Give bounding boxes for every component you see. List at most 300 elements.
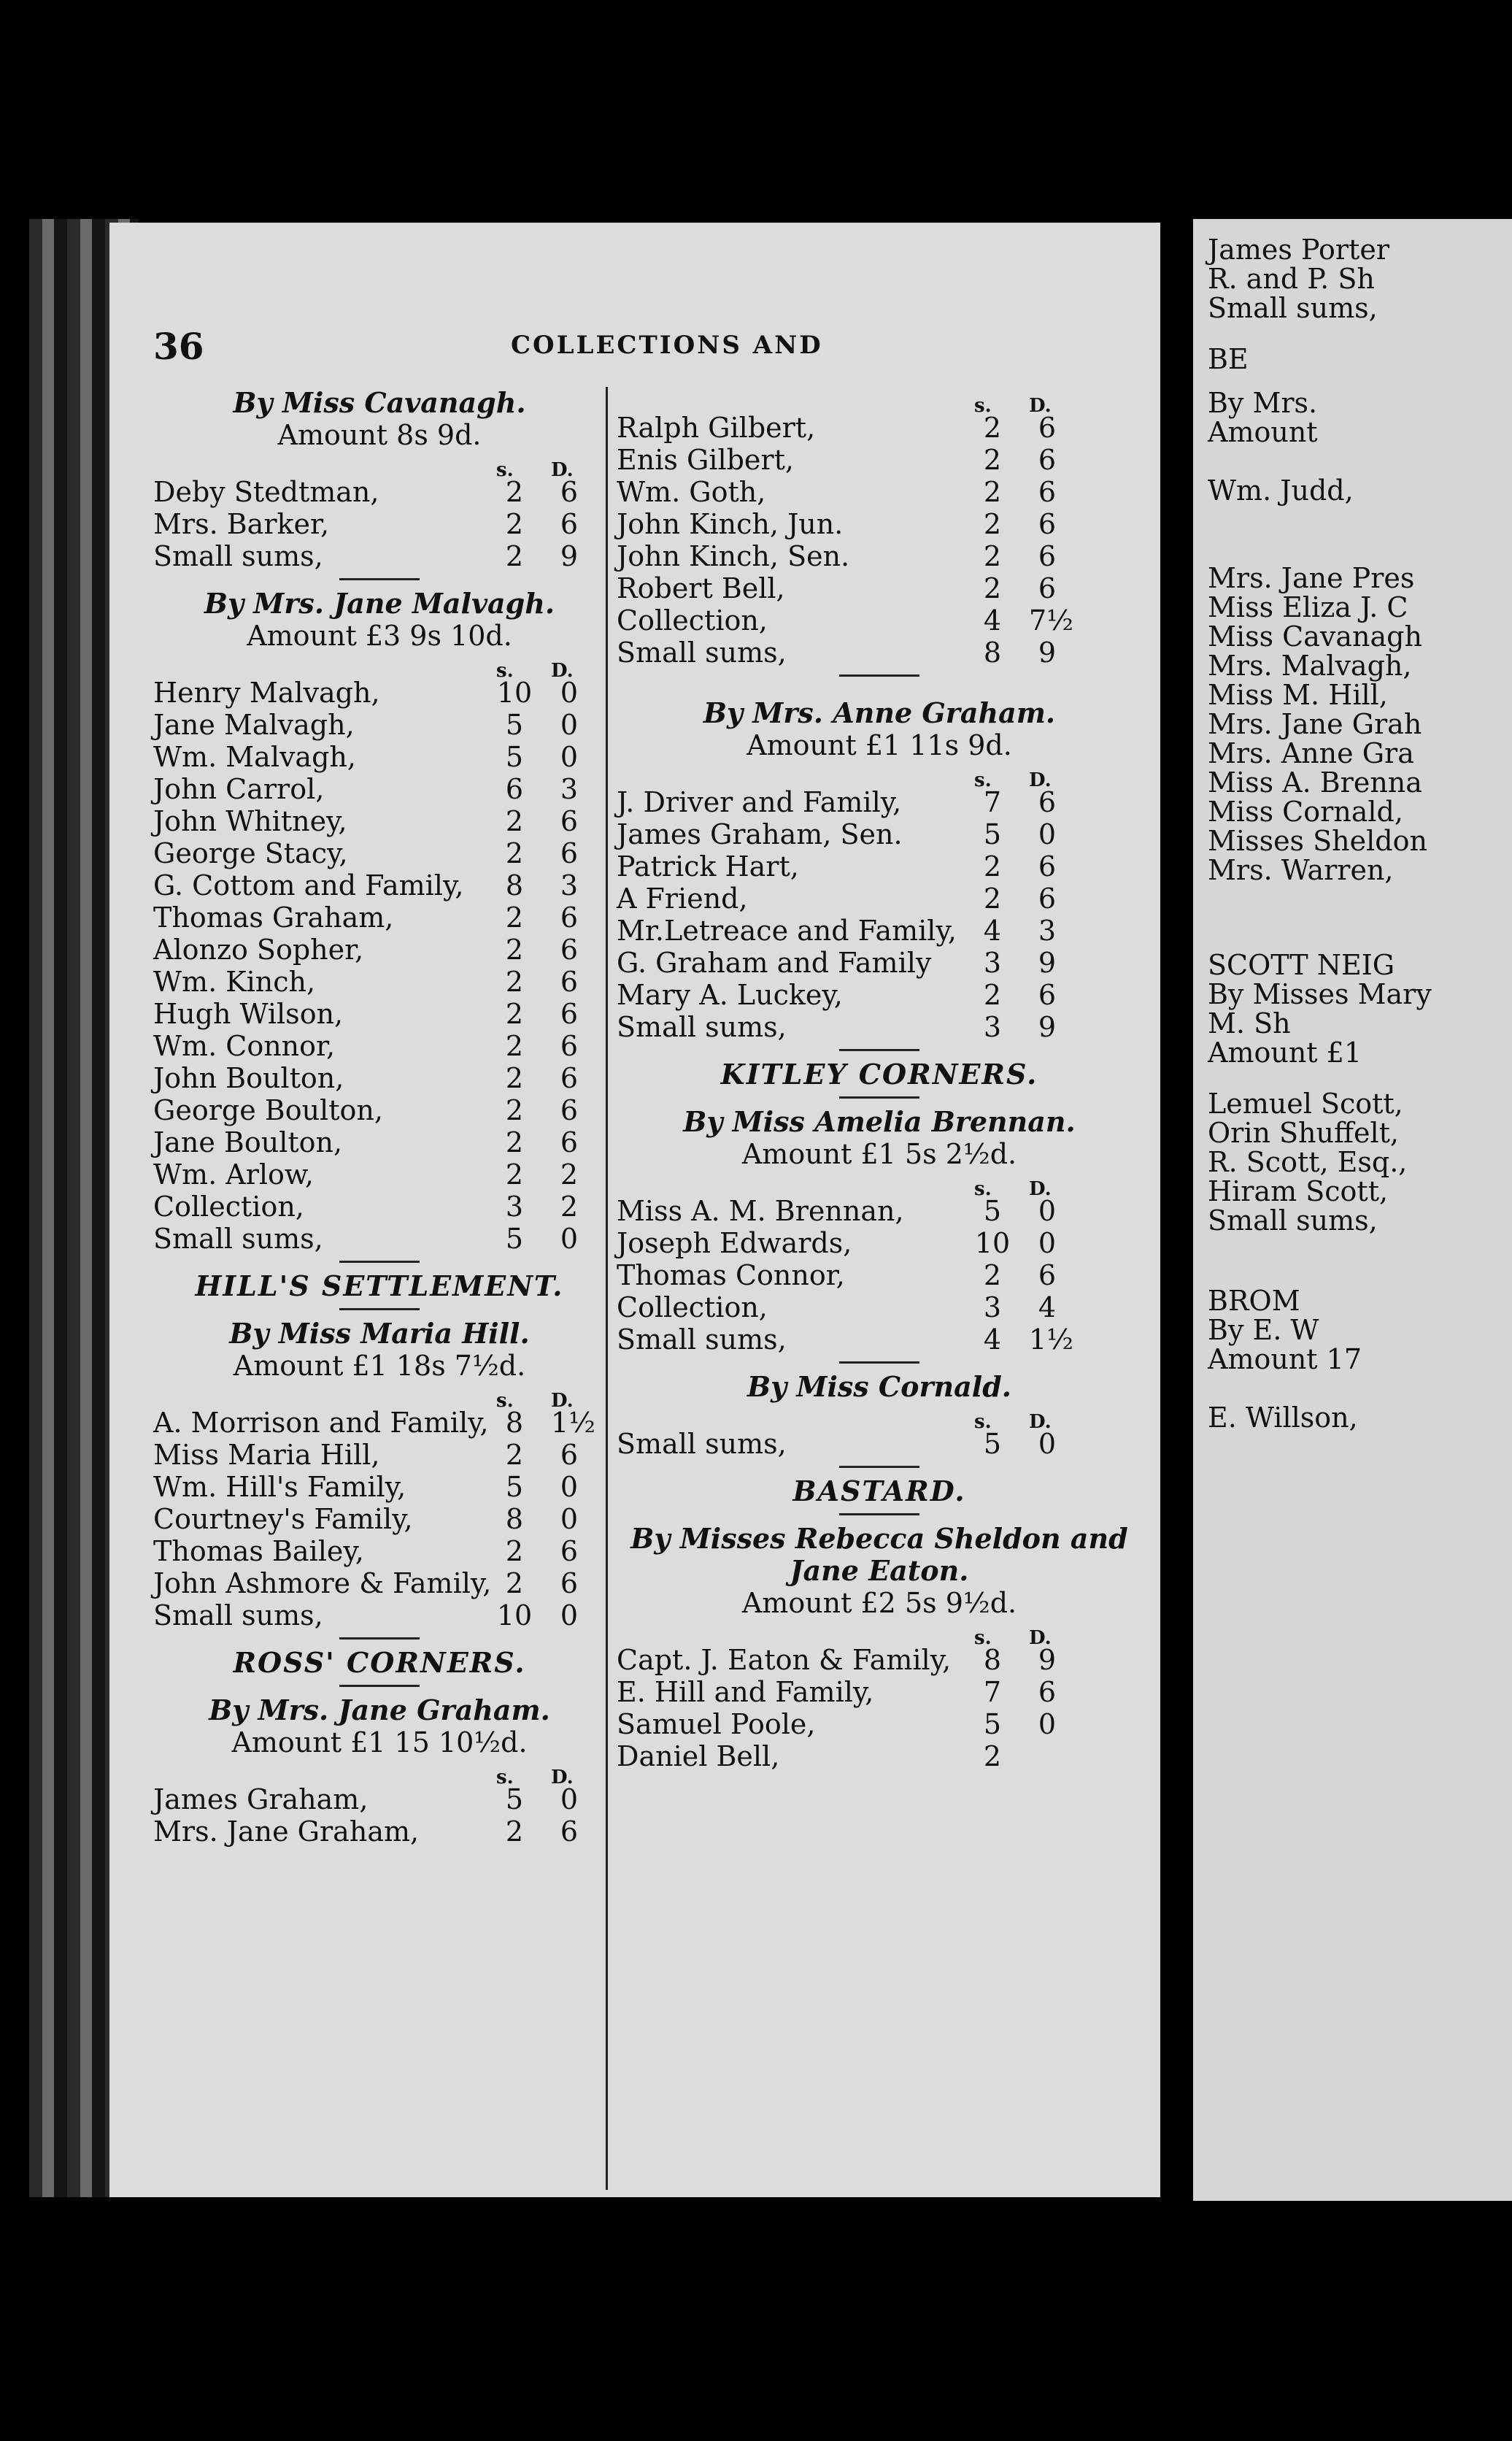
entry-row [617, 1259, 1142, 1291]
entry-row [153, 508, 606, 540]
shillings: 2 [983, 412, 1002, 444]
pence: 6 [1038, 444, 1057, 476]
facing-page-line: Miss M. Hill, [1208, 679, 1388, 711]
section-rule [339, 1685, 420, 1687]
sd-header: s. D. [496, 660, 574, 682]
shillings: 2 [505, 1062, 524, 1094]
facing-page-line: Miss A. Brenna [1208, 766, 1422, 799]
shillings: 8 [983, 637, 1002, 669]
donor-name: Jane Boulton, [153, 1126, 343, 1158]
entry-row [617, 1291, 1142, 1323]
running-title: COLLECTIONS AND [511, 331, 823, 360]
pence: 6 [560, 934, 579, 966]
amount-line: Amount £3 9s 10d. [247, 620, 512, 652]
donor-name: Capt. J. Eaton & Family, [617, 1644, 952, 1676]
donor-name: Daniel Bell, [617, 1740, 780, 1772]
sd-header: s. D. [974, 395, 1052, 417]
section-rule [839, 1049, 919, 1051]
facing-page-line: Miss Cornald, [1208, 796, 1403, 828]
shillings: 2 [505, 508, 524, 540]
shillings: 2 [505, 998, 524, 1030]
entry-row [617, 540, 1142, 572]
shillings: 3 [983, 947, 1002, 979]
entry-row [153, 709, 606, 741]
amount-line: Amount £2 5s 9½d. [741, 1587, 1017, 1619]
amount-line: Amount £1 5s 2½d. [741, 1138, 1017, 1170]
pence: 6 [1038, 786, 1057, 818]
donor-name: Enis Gilbert, [617, 444, 794, 476]
pence: 6 [560, 902, 579, 934]
pence: 9 [1038, 1644, 1057, 1676]
donor-name: Henry Malvagh, [153, 677, 380, 709]
shillings: 2 [505, 934, 524, 966]
pence: 0 [560, 1599, 579, 1631]
donor-name: Thomas Graham, [153, 902, 394, 934]
shillings: 2 [505, 1094, 524, 1126]
donor-name: G. Graham and Family [617, 947, 932, 979]
pence: 1½ [1029, 1323, 1074, 1356]
entry-row [153, 1503, 606, 1535]
entry-row [617, 412, 1142, 444]
section-rule [339, 1637, 420, 1639]
left-column [153, 387, 606, 1848]
entry-row [153, 1815, 606, 1848]
shillings: 2 [505, 1126, 524, 1158]
donor-name: John Boulton, [153, 1062, 344, 1094]
entry-row [153, 1599, 606, 1631]
shillings: 5 [983, 1708, 1002, 1740]
pence: 6 [1038, 540, 1057, 572]
donor-name: Jane Malvagh, [153, 709, 355, 741]
pence: 9 [1038, 637, 1057, 669]
donor-name: Small sums, [153, 540, 323, 572]
shillings: 2 [505, 1158, 524, 1191]
donor-name: George Stacy, [153, 837, 348, 869]
entries-list [617, 786, 1142, 1043]
facing-page-line: Misses Sheldon [1208, 825, 1427, 857]
shillings: 5 [983, 1195, 1002, 1227]
donor-name: John Carrol, [153, 773, 325, 805]
shillings: 6 [505, 773, 524, 805]
shillings: 5 [983, 1428, 1002, 1460]
donor-name: J. Driver and Family, [617, 786, 902, 818]
pence: 6 [1038, 850, 1057, 883]
facing-page-line: Lemuel Scott, [1208, 1088, 1403, 1120]
entry-row [153, 1223, 606, 1255]
amount-line: Amount £1 15 10½d. [231, 1726, 528, 1758]
donor-name: Small sums, [617, 1011, 787, 1043]
pence: 0 [1038, 818, 1057, 850]
shillings: 8 [983, 1644, 1002, 1676]
entries-list [153, 677, 606, 1255]
shillings: 3 [983, 1291, 1002, 1323]
donor-name: Thomas Bailey, [153, 1535, 364, 1567]
pence: 4 [1038, 1291, 1057, 1323]
section-title: BASTARD. [792, 1475, 966, 1507]
pence: 2 [560, 1158, 579, 1191]
sd-header: s. D. [974, 769, 1052, 791]
donor-name: Alonzo Sopher, [153, 934, 364, 966]
pence: 0 [560, 709, 579, 741]
donor-name: Small sums, [617, 1323, 787, 1356]
entry-row [153, 1439, 606, 1471]
shillings: 10 [974, 1227, 1011, 1259]
pence: 6 [560, 1567, 579, 1599]
facing-page-fragment [1193, 219, 1512, 2201]
facing-page-line: Amount [1208, 416, 1318, 448]
donor-name: Wm. Hill's Family, [153, 1471, 406, 1503]
donor-name: Robert Bell, [617, 572, 785, 604]
facing-page-line: Amount £1 [1208, 1037, 1362, 1069]
entry-row [153, 1094, 606, 1126]
donor-name: John Ashmore & Family, [153, 1567, 492, 1599]
entry-row [153, 1535, 606, 1567]
shillings: 2 [983, 883, 1002, 915]
facing-page-line: By E. W [1208, 1314, 1319, 1346]
entry-row [617, 1011, 1142, 1043]
pence: 6 [560, 837, 579, 869]
donor-name: Deby Stedtman, [153, 476, 379, 508]
facing-page-line: Miss Eliza J. C [1208, 591, 1408, 623]
entry-row [617, 508, 1142, 540]
facing-page-line: By Mrs. [1208, 387, 1318, 419]
pence: 0 [1038, 1195, 1057, 1227]
entry-row [153, 966, 606, 998]
pence: 0 [560, 677, 579, 709]
donor-name: Wm. Arlow, [153, 1158, 314, 1191]
entry-row [617, 572, 1142, 604]
donor-name: Small sums, [617, 637, 787, 669]
shillings: 2 [983, 1259, 1002, 1291]
donor-name: Wm. Malvagh, [153, 741, 356, 773]
shillings: 2 [983, 540, 1002, 572]
collector-line: By Miss Cavanagh. [233, 386, 526, 419]
donor-name: Collection, [617, 1291, 768, 1323]
pence: 6 [560, 1439, 579, 1471]
facing-page-line: R. Scott, Esq., [1208, 1146, 1408, 1178]
sd-header: s. D. [496, 459, 574, 481]
pence: 6 [1038, 1259, 1057, 1291]
pence: 0 [1038, 1708, 1057, 1740]
donor-name: Thomas Connor, [617, 1259, 845, 1291]
shillings: 2 [983, 476, 1002, 508]
shillings: 2 [505, 1535, 524, 1567]
shillings: 2 [505, 1815, 524, 1848]
pence: 3 [560, 869, 579, 902]
donor-name: George Boulton, [153, 1094, 383, 1126]
donor-name: Joseph Edwards, [617, 1227, 852, 1259]
pence: 6 [560, 1126, 579, 1158]
donor-name: Collection, [617, 604, 768, 637]
facing-page-line: SCOTT NEIG [1208, 949, 1395, 981]
donor-name: A Friend, [617, 883, 748, 915]
entry-row [617, 883, 1142, 915]
shillings: 2 [505, 966, 524, 998]
shillings: 2 [983, 444, 1002, 476]
pence: 6 [1038, 979, 1057, 1011]
donor-name: Mrs. Barker, [153, 508, 330, 540]
donor-name: Wm. Kinch, [153, 966, 316, 998]
collector-line: By Mrs. Jane Graham. [209, 1694, 550, 1726]
pence: 0 [1038, 1428, 1057, 1460]
section-title: ROSS' CORNERS. [233, 1646, 526, 1679]
entry-row [153, 1062, 606, 1094]
pence: 6 [560, 508, 579, 540]
shillings: 10 [496, 1599, 533, 1631]
entry-row [153, 773, 606, 805]
donor-name: E. Hill and Family, [617, 1676, 874, 1708]
entry-row [153, 540, 606, 572]
donor-name: Mrs. Jane Graham, [153, 1815, 420, 1848]
pence: 7½ [1029, 604, 1074, 637]
donor-name: Miss A. M. Brennan, [617, 1195, 904, 1227]
facing-page-line: R. and P. Sh [1208, 263, 1375, 295]
shillings: 2 [505, 540, 524, 572]
left-page [109, 223, 1160, 2197]
shillings: 3 [983, 1011, 1002, 1043]
shillings: 3 [505, 1191, 524, 1223]
pence: 9 [1038, 1011, 1057, 1043]
shillings: 4 [983, 604, 1002, 637]
entry-row [617, 818, 1142, 850]
shillings: 5 [505, 741, 524, 773]
donor-name: Courtney's Family, [153, 1503, 413, 1535]
entry-row [153, 902, 606, 934]
facing-page-line: James Porter [1208, 234, 1389, 266]
entry-row [617, 604, 1142, 637]
shillings: 8 [505, 869, 524, 902]
facing-page-line: Mrs. Anne Gra [1208, 737, 1414, 769]
facing-page-line: Mrs. Warren, [1208, 854, 1394, 886]
entry-row [153, 677, 606, 709]
facing-page-line: Mrs. Jane Grah [1208, 708, 1422, 740]
pence: 0 [560, 741, 579, 773]
pence: 6 [560, 1094, 579, 1126]
donor-name: Wm. Connor, [153, 1030, 336, 1062]
facing-page-line: Amount 17 [1208, 1343, 1362, 1375]
shillings: 2 [505, 837, 524, 869]
shillings: 2 [983, 572, 1002, 604]
entry-row [617, 947, 1142, 979]
entries-list [153, 1407, 606, 1631]
pence: 6 [560, 966, 579, 998]
facing-page-line: Small sums, [1208, 1204, 1378, 1237]
shillings: 2 [505, 1439, 524, 1471]
entries-list [617, 1644, 1142, 1772]
entry-row [617, 979, 1142, 1011]
pence: 6 [560, 998, 579, 1030]
shillings: 7 [983, 786, 1002, 818]
entry-row [153, 934, 606, 966]
donor-name: Miss Maria Hill, [153, 1439, 380, 1471]
facing-page-line: Miss Cavanagh [1208, 620, 1422, 653]
collector-line: By Miss Cornald. [747, 1370, 1012, 1403]
pence: 6 [1038, 883, 1057, 915]
facing-page-line: Hiram Scott, [1208, 1175, 1389, 1207]
entry-row [153, 1126, 606, 1158]
pence: 6 [560, 1815, 579, 1848]
donor-name: Mary A. Luckey, [617, 979, 843, 1011]
entry-row [153, 476, 606, 508]
shillings: 7 [983, 1676, 1002, 1708]
column-divider [606, 387, 608, 2190]
pence: 9 [560, 540, 579, 572]
donor-name: James Graham, [153, 1783, 369, 1815]
shillings: 5 [983, 818, 1002, 850]
pence: 6 [560, 805, 579, 837]
pence: 9 [1038, 947, 1057, 979]
donor-name: Patrick Hart, [617, 850, 799, 883]
right-column [617, 387, 1142, 1772]
entry-row [153, 1030, 606, 1062]
pence: 0 [560, 1503, 579, 1535]
shillings: 8 [505, 1407, 524, 1439]
shillings: 5 [505, 709, 524, 741]
entries-list [617, 412, 1142, 669]
pence: 6 [560, 1535, 579, 1567]
donor-name: Collection, [153, 1191, 304, 1223]
entry-row [153, 837, 606, 869]
section-rule [839, 1513, 919, 1515]
shillings: 2 [983, 850, 1002, 883]
entries-list [617, 1428, 1142, 1460]
entry-row [617, 786, 1142, 818]
entry-row [617, 476, 1142, 508]
pence: 6 [1038, 1676, 1057, 1708]
donor-name: Small sums, [617, 1428, 787, 1460]
donor-name: A. Morrison and Family, [153, 1407, 489, 1439]
entry-row [617, 850, 1142, 883]
pence: 6 [560, 1062, 579, 1094]
pence: 0 [560, 1783, 579, 1815]
section-rule [339, 1261, 420, 1263]
facing-page-line: Orin Shuffelt, [1208, 1117, 1399, 1149]
entry-row [617, 1227, 1142, 1259]
facing-page-line: M. Sh [1208, 1007, 1291, 1039]
pence: 6 [560, 1030, 579, 1062]
donor-name: G. Cottom and Family, [153, 869, 464, 902]
pence: 0 [1038, 1227, 1057, 1259]
pence: 6 [1038, 508, 1057, 540]
entry-row [617, 1428, 1142, 1460]
section-rule [839, 1361, 919, 1364]
amount-line: Amount 8s 9d. [277, 419, 482, 451]
collector-line: By Mrs. Jane Malvagh. [204, 587, 555, 620]
entry-row [617, 1644, 1142, 1676]
donor-name: Ralph Gilbert, [617, 412, 816, 444]
pence: 3 [1038, 915, 1057, 947]
shillings: 2 [505, 805, 524, 837]
pence: 3 [560, 773, 579, 805]
donor-name: John Kinch, Jun. [617, 508, 844, 540]
shillings: 2 [983, 508, 1002, 540]
section-rule [839, 1096, 919, 1099]
entry-row [153, 1158, 606, 1191]
section-rule [339, 1308, 420, 1310]
entry-row [153, 1783, 606, 1815]
entry-row [617, 1676, 1142, 1708]
pence: 6 [560, 476, 579, 508]
donor-name: James Graham, Sen. [617, 818, 903, 850]
donor-name: Mr.Letreace and Family, [617, 915, 957, 947]
collector-line: Jane Eaton. [790, 1554, 969, 1587]
shillings: 8 [505, 1503, 524, 1535]
shillings: 5 [505, 1471, 524, 1503]
entry-row [617, 444, 1142, 476]
pence: 2 [560, 1191, 579, 1223]
pence: 6 [1038, 412, 1057, 444]
facing-page-line: Small sums, [1208, 292, 1378, 324]
entries-list [617, 1195, 1142, 1356]
amount-line: Amount £1 18s 7½d. [233, 1350, 526, 1382]
donor-name: Small sums, [153, 1223, 323, 1255]
sd-header: s. D. [496, 1390, 574, 1412]
shillings: 4 [983, 1323, 1002, 1356]
sd-header: s. D. [974, 1178, 1052, 1200]
entry-row [153, 741, 606, 773]
shillings: 2 [983, 979, 1002, 1011]
collector-line: By Mrs. Anne Graham. [703, 696, 1056, 729]
shillings: 2 [505, 476, 524, 508]
facing-page-line: E. Willson, [1208, 1402, 1358, 1434]
donor-name: Hugh Wilson, [153, 998, 344, 1030]
collector-line: By Miss Maria Hill. [229, 1317, 530, 1350]
page-header [153, 325, 1131, 369]
entries-list [153, 476, 606, 572]
shillings: 2 [505, 902, 524, 934]
pence: 6 [1038, 476, 1057, 508]
pence: 6 [1038, 572, 1057, 604]
entry-row [617, 1323, 1142, 1356]
facing-page-line: Mrs. Malvagh, [1208, 650, 1412, 682]
collector-line: By Miss Amelia Brennan. [683, 1105, 1076, 1138]
entries-list [153, 1783, 606, 1848]
donor-name: Samuel Poole, [617, 1708, 816, 1740]
section-rule [839, 1466, 919, 1468]
section-rule [839, 674, 919, 677]
facing-page-line: By Misses Mary [1208, 978, 1432, 1010]
section-rule [339, 578, 420, 580]
entry-row [617, 1740, 1142, 1772]
shillings: 10 [496, 677, 533, 709]
sd-header: s. D. [974, 1411, 1052, 1433]
entry-row [153, 1191, 606, 1223]
pence: 1½ [551, 1407, 596, 1439]
shillings: 2 [505, 1030, 524, 1062]
entry-row [153, 805, 606, 837]
pence: 0 [560, 1471, 579, 1503]
entry-row [153, 869, 606, 902]
shillings: 2 [983, 1740, 1002, 1772]
donor-name: John Whitney, [153, 805, 347, 837]
sd-header: s. D. [496, 1767, 574, 1788]
shillings: 2 [505, 1567, 524, 1599]
amount-line: Amount £1 11s 9d. [747, 729, 1012, 761]
entry-row [153, 1471, 606, 1503]
entry-row [617, 1195, 1142, 1227]
section-title: KITLEY CORNERS. [720, 1058, 1038, 1091]
donor-name: Wm. Goth, [617, 476, 766, 508]
shillings: 4 [983, 915, 1002, 947]
entry-row [617, 637, 1142, 669]
facing-page-line: Mrs. Jane Pres [1208, 562, 1415, 594]
entry-row [153, 998, 606, 1030]
entry-row [617, 915, 1142, 947]
shillings: 5 [505, 1223, 524, 1255]
entry-row [153, 1567, 606, 1599]
section-title: HILL'S SETTLEMENT. [195, 1269, 564, 1302]
facing-page-line: Wm. Judd, [1208, 474, 1354, 507]
